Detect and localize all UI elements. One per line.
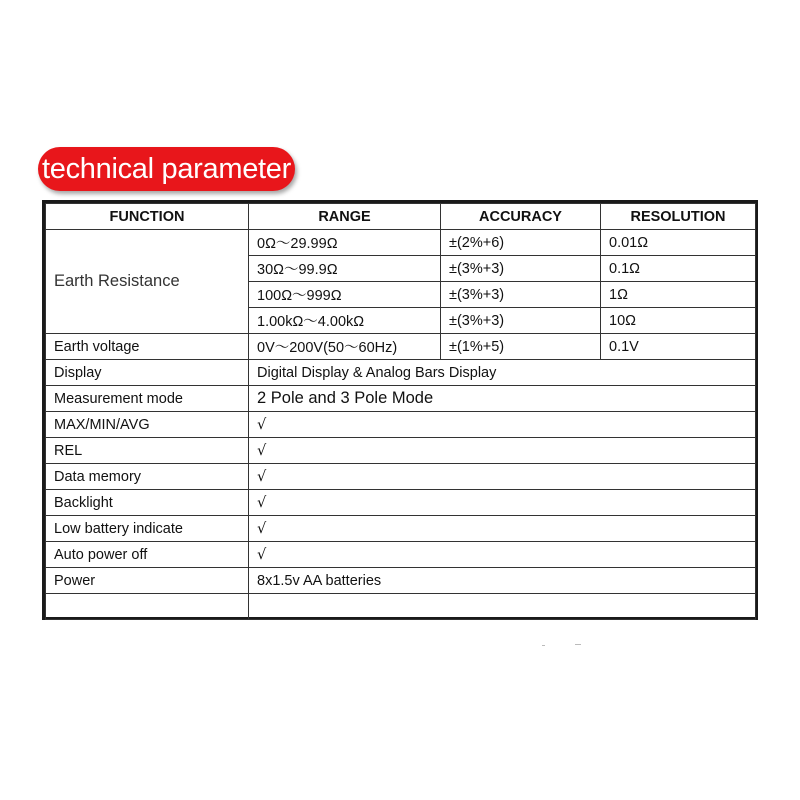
table-row [46, 464, 756, 490]
check-mark: √ [249, 464, 756, 490]
function-cell: Data memory [46, 464, 249, 490]
table-row [46, 360, 756, 386]
accuracy-cell: ±(1%+5) [441, 334, 601, 360]
table-row-empty [46, 594, 756, 620]
table-row [46, 542, 756, 568]
function-cell: Power [46, 568, 249, 594]
header-function: FUNCTION [46, 204, 249, 230]
table-row [46, 568, 756, 594]
table-row [46, 490, 756, 516]
range-cell: 1.00kΩ～4.00kΩ [249, 308, 441, 334]
accuracy-cell: ±(2%+6) [441, 230, 601, 256]
accuracy-cell: ±(3%+3) [441, 256, 601, 282]
function-cell: REL [46, 438, 249, 464]
resolution-cell: 0.1Ω [601, 256, 756, 282]
check-mark: √ [249, 412, 756, 438]
resolution-cell: 1Ω [601, 282, 756, 308]
resolution-cell: 0.01Ω [601, 230, 756, 256]
function-cell: Earth voltage [46, 334, 249, 360]
check-mark: √ [249, 516, 756, 542]
earth-resistance-label: Earth Resistance [46, 230, 249, 334]
function-cell: Auto power off [46, 542, 249, 568]
table-row [46, 230, 756, 256]
check-mark: √ [249, 542, 756, 568]
table-row [46, 386, 756, 412]
range-cell: 0V～200V(50～60Hz) [249, 334, 441, 360]
value-cell [249, 594, 756, 620]
check-mark: √ [249, 438, 756, 464]
value-cell: Digital Display & Analog Bars Display [249, 360, 756, 386]
function-cell: MAX/MIN/AVG [46, 412, 249, 438]
range-cell: 100Ω～999Ω [249, 282, 441, 308]
function-cell [46, 594, 249, 620]
decorative-specks [540, 642, 590, 652]
value-cell: 8x1.5v AA batteries [249, 568, 756, 594]
spec-table [45, 203, 756, 620]
resolution-cell: 10Ω [601, 308, 756, 334]
value-cell: 2 Pole and 3 Pole Mode [249, 386, 756, 412]
function-cell: Measurement mode [46, 386, 249, 412]
function-cell: Display [46, 360, 249, 386]
check-mark: √ [249, 490, 756, 516]
range-cell: 30Ω～99.9Ω [249, 256, 441, 282]
header-accuracy: ACCURACY [441, 204, 601, 230]
function-cell: Backlight [46, 490, 249, 516]
resolution-cell: 0.1V [601, 334, 756, 360]
table-row [46, 516, 756, 542]
table-row [46, 412, 756, 438]
accuracy-cell: ±(3%+3) [441, 282, 601, 308]
function-cell: Low battery indicate [46, 516, 249, 542]
table-row [46, 334, 756, 360]
header-range: RANGE [249, 204, 441, 230]
table-header-row [46, 204, 756, 230]
range-cell: 0Ω～29.99Ω [249, 230, 441, 256]
section-title-badge: technical parameter [38, 147, 295, 191]
table-row [46, 438, 756, 464]
header-resolution: RESOLUTION [601, 204, 756, 230]
accuracy-cell: ±(3%+3) [441, 308, 601, 334]
